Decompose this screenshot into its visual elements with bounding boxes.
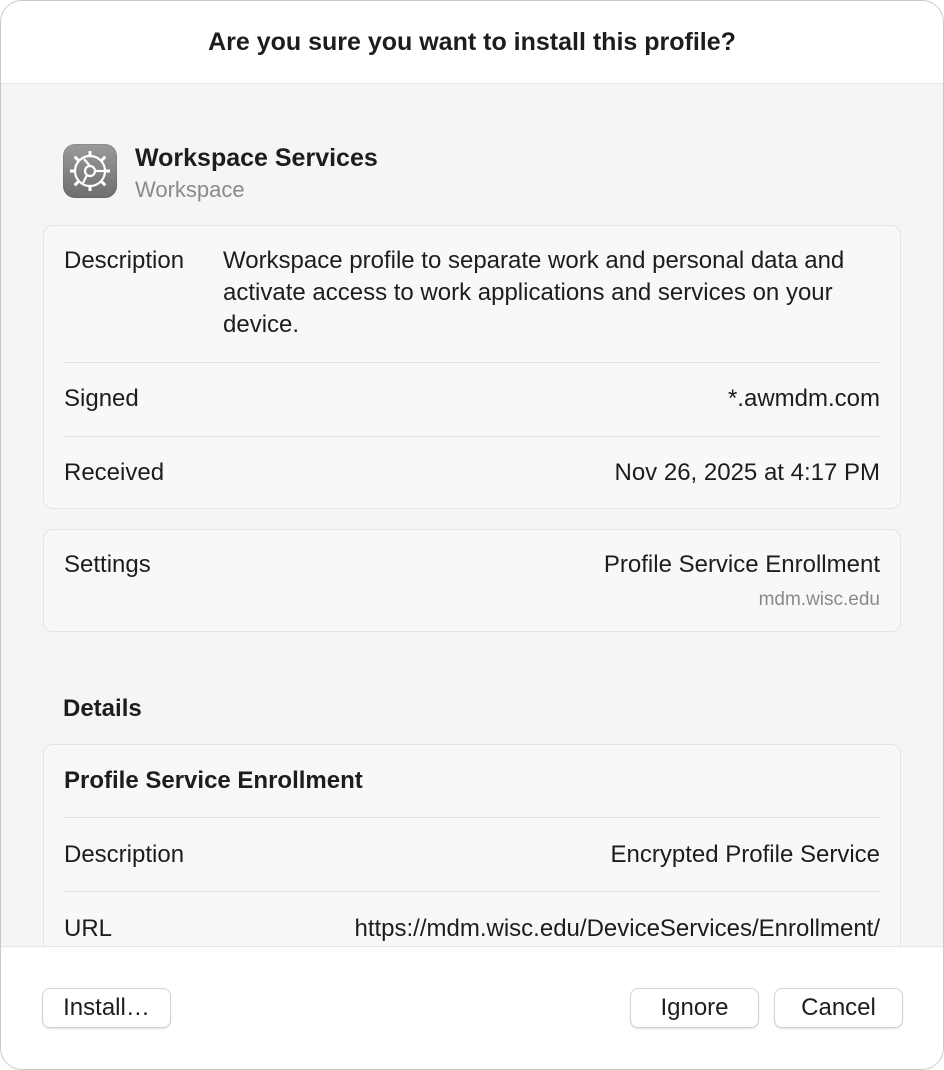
profile-organization: Workspace: [135, 177, 245, 202]
description-label: Description: [64, 247, 185, 274]
details-section-title: Details: [63, 695, 142, 722]
dialog-title: Are you sure you want to install this profile?: [1, 1, 943, 84]
install-button[interactable]: Install…: [42, 988, 171, 1028]
profile-summary-card: [43, 225, 901, 509]
settings-card: [43, 529, 901, 632]
payload-title: Profile Service Enrollment: [64, 767, 363, 794]
received-label: Received: [64, 459, 165, 486]
settings-value: Profile Service Enrollment: [603, 551, 880, 578]
signed-label: Signed: [64, 385, 139, 412]
url-label: URL: [64, 915, 113, 942]
ignore-button[interactable]: Ignore: [630, 988, 759, 1028]
profile-name: Workspace Services: [135, 144, 378, 172]
payload-description-value: Encrypted Profile Service: [610, 841, 880, 868]
payload-description-label: Description: [64, 841, 185, 868]
dialog-footer: [1, 946, 943, 1069]
details-card: [43, 744, 901, 947]
settings-sub-value: mdm.wisc.edu: [758, 589, 880, 610]
url-value: https://mdm.wisc.edu/DeviceServices/Enrollment/: [354, 915, 880, 942]
gear-icon: [63, 144, 117, 198]
description-value: Workspace profile to separate work and personal data and activate access to work applications and services on your device.: [223, 247, 845, 338]
settings-label: Settings: [64, 551, 151, 578]
profile-header: [63, 144, 378, 205]
divider: [64, 817, 880, 818]
divider: [64, 436, 880, 437]
profile-content-scroll-area[interactable]: [1, 84, 943, 947]
signed-value: *.awmdm.com: [727, 385, 880, 412]
received-value: Nov 26, 2025 at 4:17 PM: [614, 459, 880, 486]
divider: [64, 891, 880, 892]
cancel-button[interactable]: Cancel: [774, 988, 903, 1028]
divider: [64, 362, 880, 363]
